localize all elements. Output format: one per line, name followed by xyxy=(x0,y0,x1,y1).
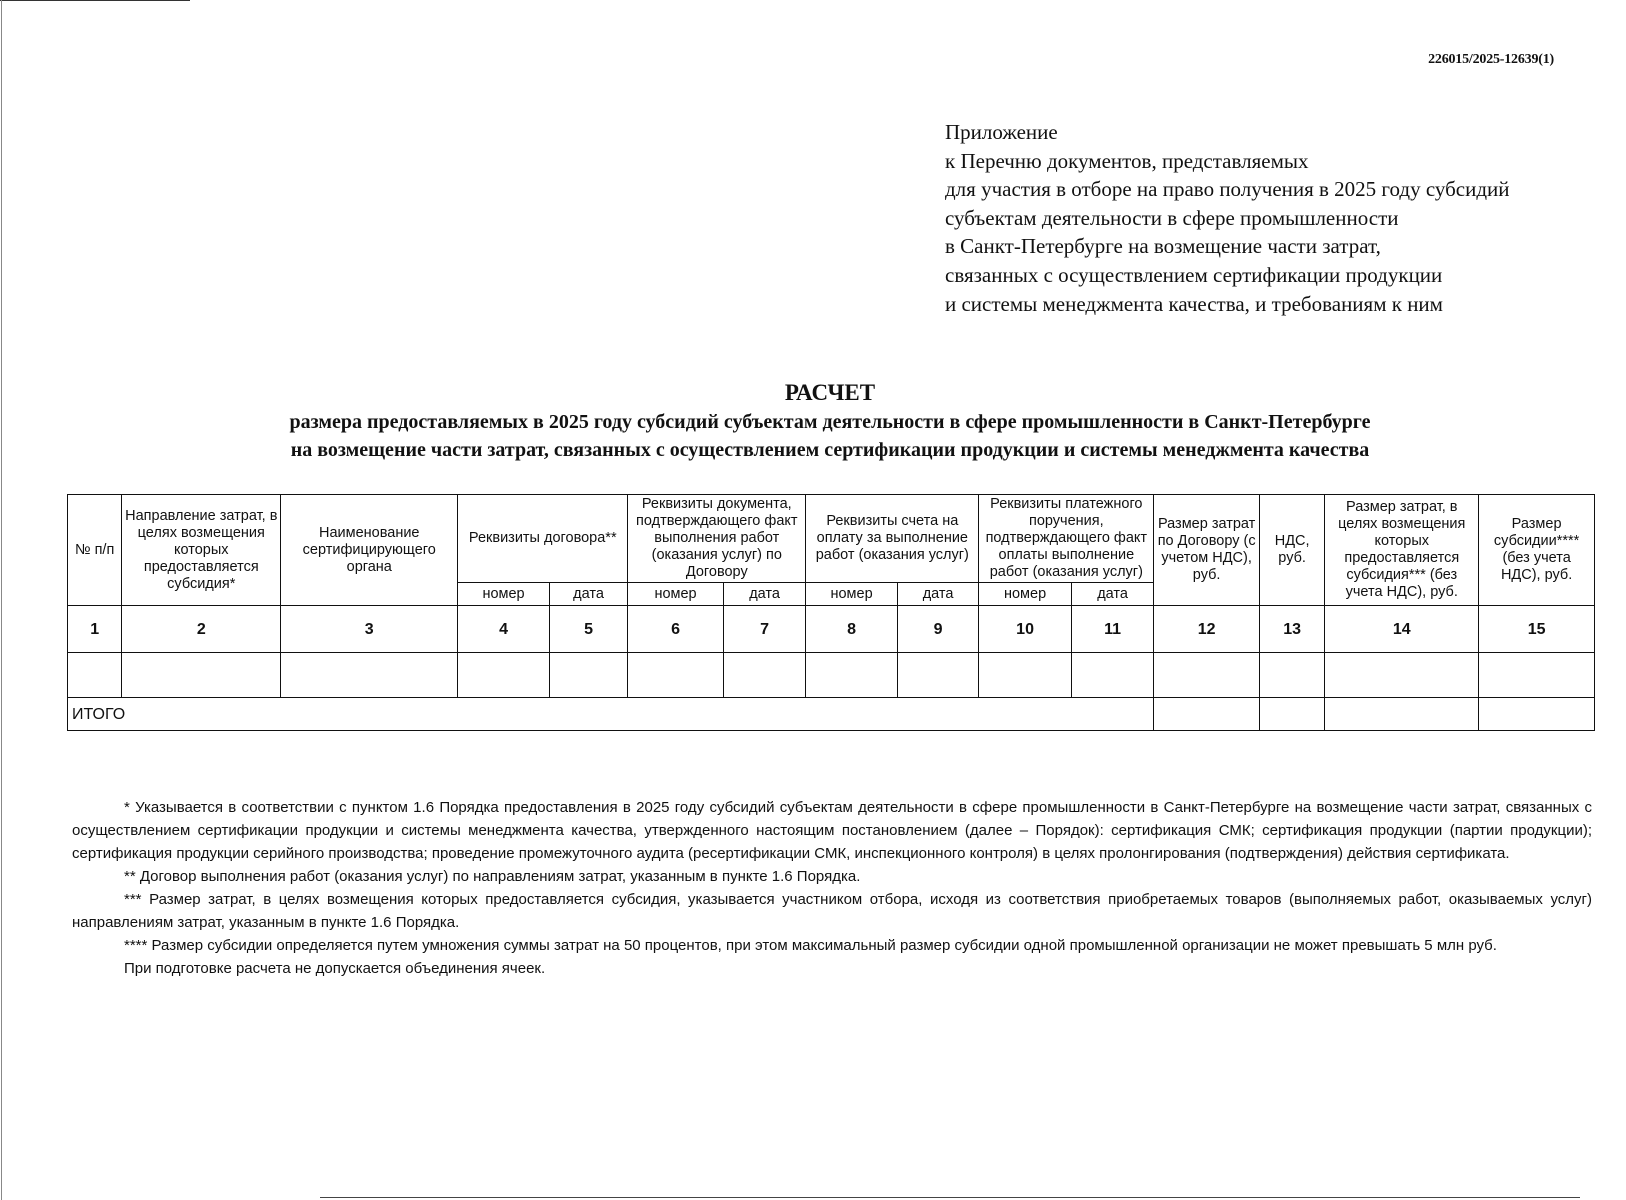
column-number: 5 xyxy=(549,606,627,653)
header-reimbursable-costs: Размер затрат, в целях возмещения которых предоставляется субсидия*** (без учета НДС), руб. xyxy=(1325,495,1479,606)
data-cell xyxy=(1479,653,1595,698)
header-contract-details: Реквизиты договора** xyxy=(458,495,628,583)
column-number: 11 xyxy=(1071,606,1153,653)
subheader-number: номер xyxy=(979,583,1072,606)
header-completion-document: Реквизиты документа, подтверждающего факт выполнения работ (оказания услуг) по Договору xyxy=(628,495,806,583)
bottom-rule xyxy=(320,1197,1580,1198)
subheader-date: дата xyxy=(723,583,806,606)
document-id: 226015/2025-12639(1) xyxy=(1428,52,1554,67)
data-cell xyxy=(628,653,724,698)
header-row-number: № п/п xyxy=(68,495,122,606)
data-cell xyxy=(1259,653,1324,698)
header-payment-order: Реквизиты платежного поручения, подтверждающего факт оплаты выполнение работ (оказания услуг) xyxy=(979,495,1154,583)
document-title xyxy=(0,378,1626,464)
footnotes xyxy=(72,796,1592,980)
calculation-table xyxy=(67,494,1595,731)
subheader-date: дата xyxy=(1071,583,1153,606)
subheader-date: дата xyxy=(549,583,627,606)
appendix-line: в Санкт-Петербурге на возмещение части затрат, xyxy=(945,234,1381,259)
table-row xyxy=(68,653,1595,698)
column-number: 2 xyxy=(122,606,281,653)
data-cell xyxy=(1325,653,1479,698)
appendix-block xyxy=(945,118,1510,318)
appendix-line: и системы менеджмента качества, и требованиям к ним xyxy=(945,291,1443,316)
subheader-number: номер xyxy=(628,583,724,606)
column-number: 4 xyxy=(458,606,550,653)
total-label: ИТОГО xyxy=(68,698,1154,731)
total-cell xyxy=(1479,698,1595,731)
header-subsidy-amount: Размер субсидии**** (без учета НДС), руб. xyxy=(1479,495,1595,606)
header-vat: НДС, руб. xyxy=(1259,495,1324,606)
header-invoice-details: Реквизиты счета на оплату за выполнение работ (оказания услуг) xyxy=(806,495,979,583)
total-cell xyxy=(1325,698,1479,731)
appendix-line: субъектам деятельности в сфере промышленности xyxy=(945,205,1399,230)
title-line: размера предоставляемых в 2025 году субсидий субъектам деятельности в сфере промышленности в Санкт-Петербурге xyxy=(289,411,1371,433)
footnote-4: **** Размер субсидии определяется путем умножения суммы затрат на 50 процентов, при этом максимальный размер субсидии одной промышленной организации не может превышать 5 млн руб. xyxy=(124,937,1497,954)
column-number: 6 xyxy=(628,606,724,653)
subheader-number: номер xyxy=(458,583,550,606)
data-cell xyxy=(458,653,550,698)
total-row xyxy=(68,698,1595,731)
total-cell xyxy=(1154,698,1260,731)
title-main: РАСЧЕТ xyxy=(784,380,876,405)
data-cell xyxy=(979,653,1072,698)
column-number: 7 xyxy=(723,606,806,653)
appendix-line: связанных с осуществлением сертификации продукции xyxy=(945,262,1443,287)
column-number: 13 xyxy=(1259,606,1324,653)
column-number: 10 xyxy=(979,606,1072,653)
header-cost-direction: Направление затрат, в целях возмещения которых предоставляется субсидия* xyxy=(122,495,281,606)
subheader-date: дата xyxy=(897,583,978,606)
data-cell xyxy=(122,653,281,698)
footnote-1: * Указывается в соответствии с пунктом 1.6 Порядка предоставления в 2025 году субсидий субъектам деятельности в сфере промышленности в Санкт-Петербурге на возмещение части затрат, связанных с осуществлением сертификации продукции и системы менеджмента качества, утвержденного настоящим постановлением (далее – Порядок): сертификация СМК; сертификация продукции (партии продукции); сертификация продукции серийного производства; проведение промежуточного аудита (ресертификации СМК, инспекционного контроля) в целях пролонгирования (подтверждения) действия сертификата. xyxy=(72,799,1592,862)
column-number: 3 xyxy=(281,606,458,653)
data-cell xyxy=(68,653,122,698)
scan-edge xyxy=(1,0,2,1200)
total-cell xyxy=(1259,698,1324,731)
data-cell xyxy=(1154,653,1260,698)
footnote-2: ** Договор выполнения работ (оказания услуг) по направлениям затрат, указанным в пункте 1.6 Порядка. xyxy=(124,868,861,885)
column-number: 15 xyxy=(1479,606,1595,653)
top-rule xyxy=(0,0,190,1)
column-number: 14 xyxy=(1325,606,1479,653)
data-cell xyxy=(723,653,806,698)
header-certifying-body: Наименование сертифицирующего органа xyxy=(281,495,458,606)
data-cell xyxy=(897,653,978,698)
data-cell xyxy=(549,653,627,698)
column-number: 8 xyxy=(806,606,898,653)
header-contract-costs: Размер затрат по Договору (с учетом НДС), руб. xyxy=(1154,495,1260,606)
column-number: 1 xyxy=(68,606,122,653)
appendix-line: для участия в отборе на право получения в 2025 году субсидий xyxy=(945,177,1510,202)
data-cell xyxy=(806,653,898,698)
footnote-5: При подготовке расчета не допускается объединения ячеек. xyxy=(124,960,546,977)
title-line: на возмещение части затрат, связанных с осуществлением сертификации продукции и системы менеджмента качества xyxy=(290,439,1370,461)
subheader-number: номер xyxy=(806,583,898,606)
column-number: 12 xyxy=(1154,606,1260,653)
data-cell xyxy=(281,653,458,698)
appendix-line: Приложение xyxy=(945,120,1058,144)
data-cell xyxy=(1071,653,1153,698)
footnote-3: *** Размер затрат, в целях возмещения которых предоставляется субсидия, указывается участником отбора, исходя из соответствия приобретаемых товаров (выполняемых работ, оказываемых услуг) направлениям затрат, указанным в пункте 1.6 Порядка. xyxy=(72,891,1592,931)
appendix-line: к Перечню документов, представляемых xyxy=(945,148,1309,173)
column-number: 9 xyxy=(897,606,978,653)
